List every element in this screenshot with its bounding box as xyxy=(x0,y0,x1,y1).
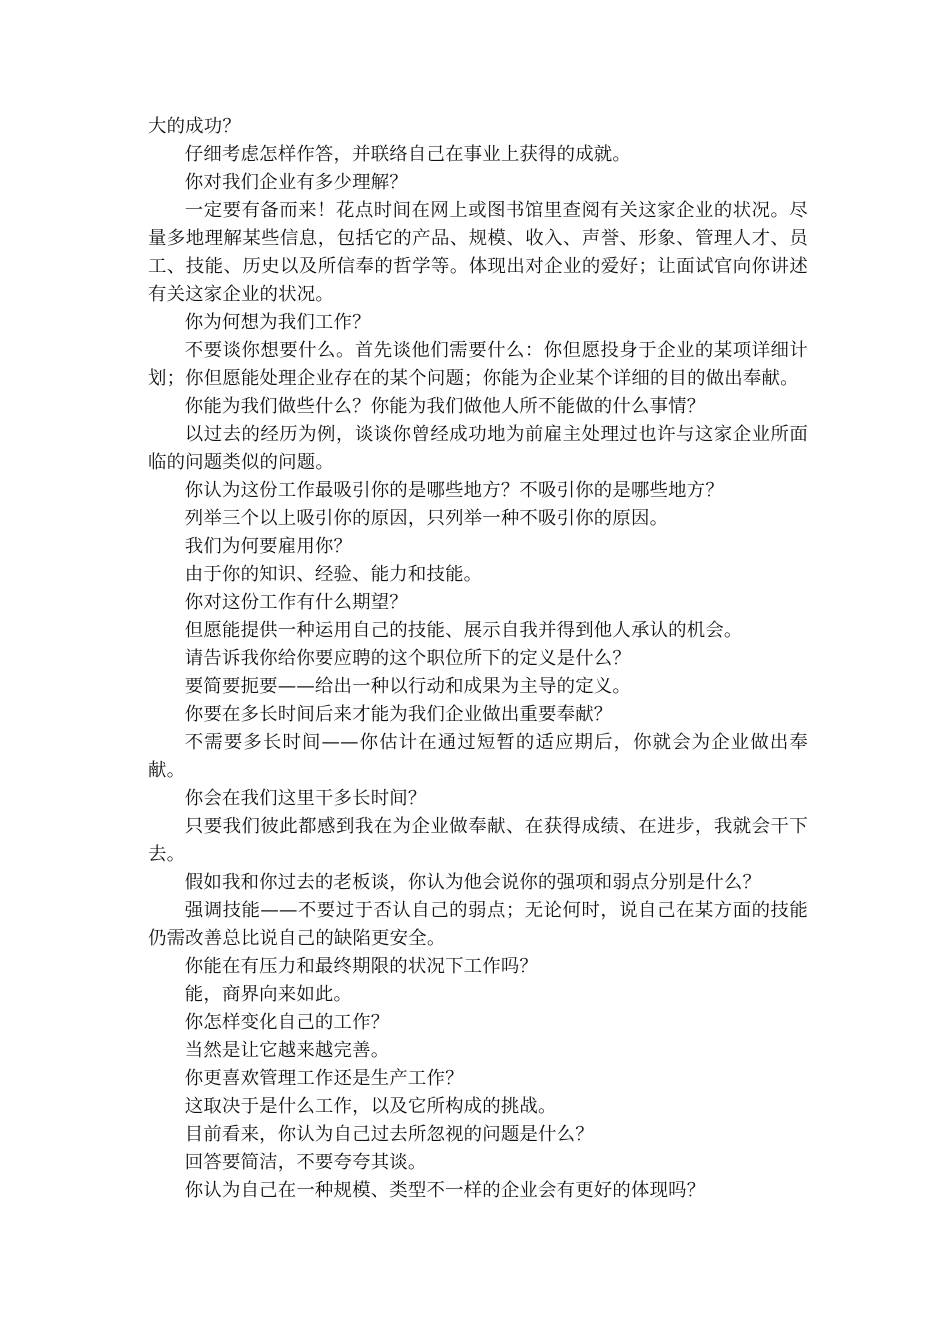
question: 你对我们企业有多少理解？ xyxy=(184,172,408,193)
paragraph: 强调技能——不要过于否认自己的弱点；无论何时，说自己在某方面的技能仍需改善总比说自己的缺陷更安全。 xyxy=(148,900,808,949)
paragraph: 大的成功？ xyxy=(148,116,241,137)
question: 你更喜欢管理工作还是生产工作？ xyxy=(184,1068,464,1089)
paragraph: 列举三个以上吸引你的原因，只列举一种不吸引你的原因。 xyxy=(184,508,669,529)
paragraph: 不要谈你想要什么。首先谈他们需要什么：你但愿投身于企业的某项详细计划；你但愿能处理企业存在的某个问题；你能为企业某个详细的目的做出奉献。 xyxy=(148,340,808,389)
paragraph: 要简要扼要——给出一种以行动和成果为主导的定义。 xyxy=(184,676,631,697)
paragraph: 这取决于是什么工作，以及它所构成的挑战。 xyxy=(184,1096,557,1117)
document-page xyxy=(148,113,808,1205)
question: 目前看来，你认为自己过去所忽视的问题是什么？ xyxy=(184,1124,594,1145)
paragraph: 能，商界向来如此。 xyxy=(184,984,353,1005)
question: 你为何想为我们工作？ xyxy=(184,312,371,333)
paragraph: 一定要有备而来！花点时间在网上或图书馆里查阅有关这家企业的状况。尽量多地理解某些信息，包括它的产品、规模、收入、声誉、形象、管理人才、员工、技能、历史以及所信奉的哲学等。体现出对企业的爱好；让面试官向你讲述有关这家企业的状况。 xyxy=(148,200,808,305)
question: 你会在我们这里干多长时间？ xyxy=(184,788,427,809)
paragraph: 仔细考虑怎样作答，并联络自己在事业上获得的成就。 xyxy=(184,144,631,165)
question: 请告诉我你给你要应聘的这个职位所下的定义是什么？ xyxy=(184,648,631,669)
question: 你对这份工作有什么期望？ xyxy=(184,592,408,613)
paragraph: 由于你的知识、经验、能力和技能。 xyxy=(184,564,483,585)
paragraph: 不需要多长时间——你估计在通过短暂的适应期后，你就会为企业做出奉献。 xyxy=(148,732,808,781)
paragraph: 当然是让它越来越完善。 xyxy=(184,1040,390,1061)
question: 你怎样变化自己的工作？ xyxy=(184,1012,390,1033)
question: 你能在有压力和最终期限的状况下工作吗？ xyxy=(184,956,539,977)
paragraph: 以过去的经历为例，谈谈你曾经成功地为前雇主处理过也许与这家企业所面临的问题类似的问题。 xyxy=(148,424,808,473)
question: 你认为自己在一种规模、类型不一样的企业会有更好的体现吗？ xyxy=(184,1180,706,1201)
question: 我们为何要雇用你？ xyxy=(184,536,353,557)
paragraph: 只要我们彼此都感到我在为企业做奉献、在获得成绩、在进步，我就会干下去。 xyxy=(148,816,808,865)
paragraph: 但愿能提供一种运用自己的技能、展示自我并得到他人承认的机会。 xyxy=(184,620,743,641)
question: 你认为这份工作最吸引你的是哪些地方？不吸引你的是哪些地方？ xyxy=(184,480,724,501)
question: 你要在多长时间后来才能为我们企业做出重要奉献？ xyxy=(184,704,613,725)
question: 你能为我们做些什么？你能为我们做他人所不能做的什么事情？ xyxy=(184,396,706,417)
paragraph: 回答要简洁，不要夸夸其谈。 xyxy=(184,1152,427,1173)
question: 假如我和你过去的老板谈，你认为他会说你的强项和弱点分别是什么？ xyxy=(184,872,762,893)
